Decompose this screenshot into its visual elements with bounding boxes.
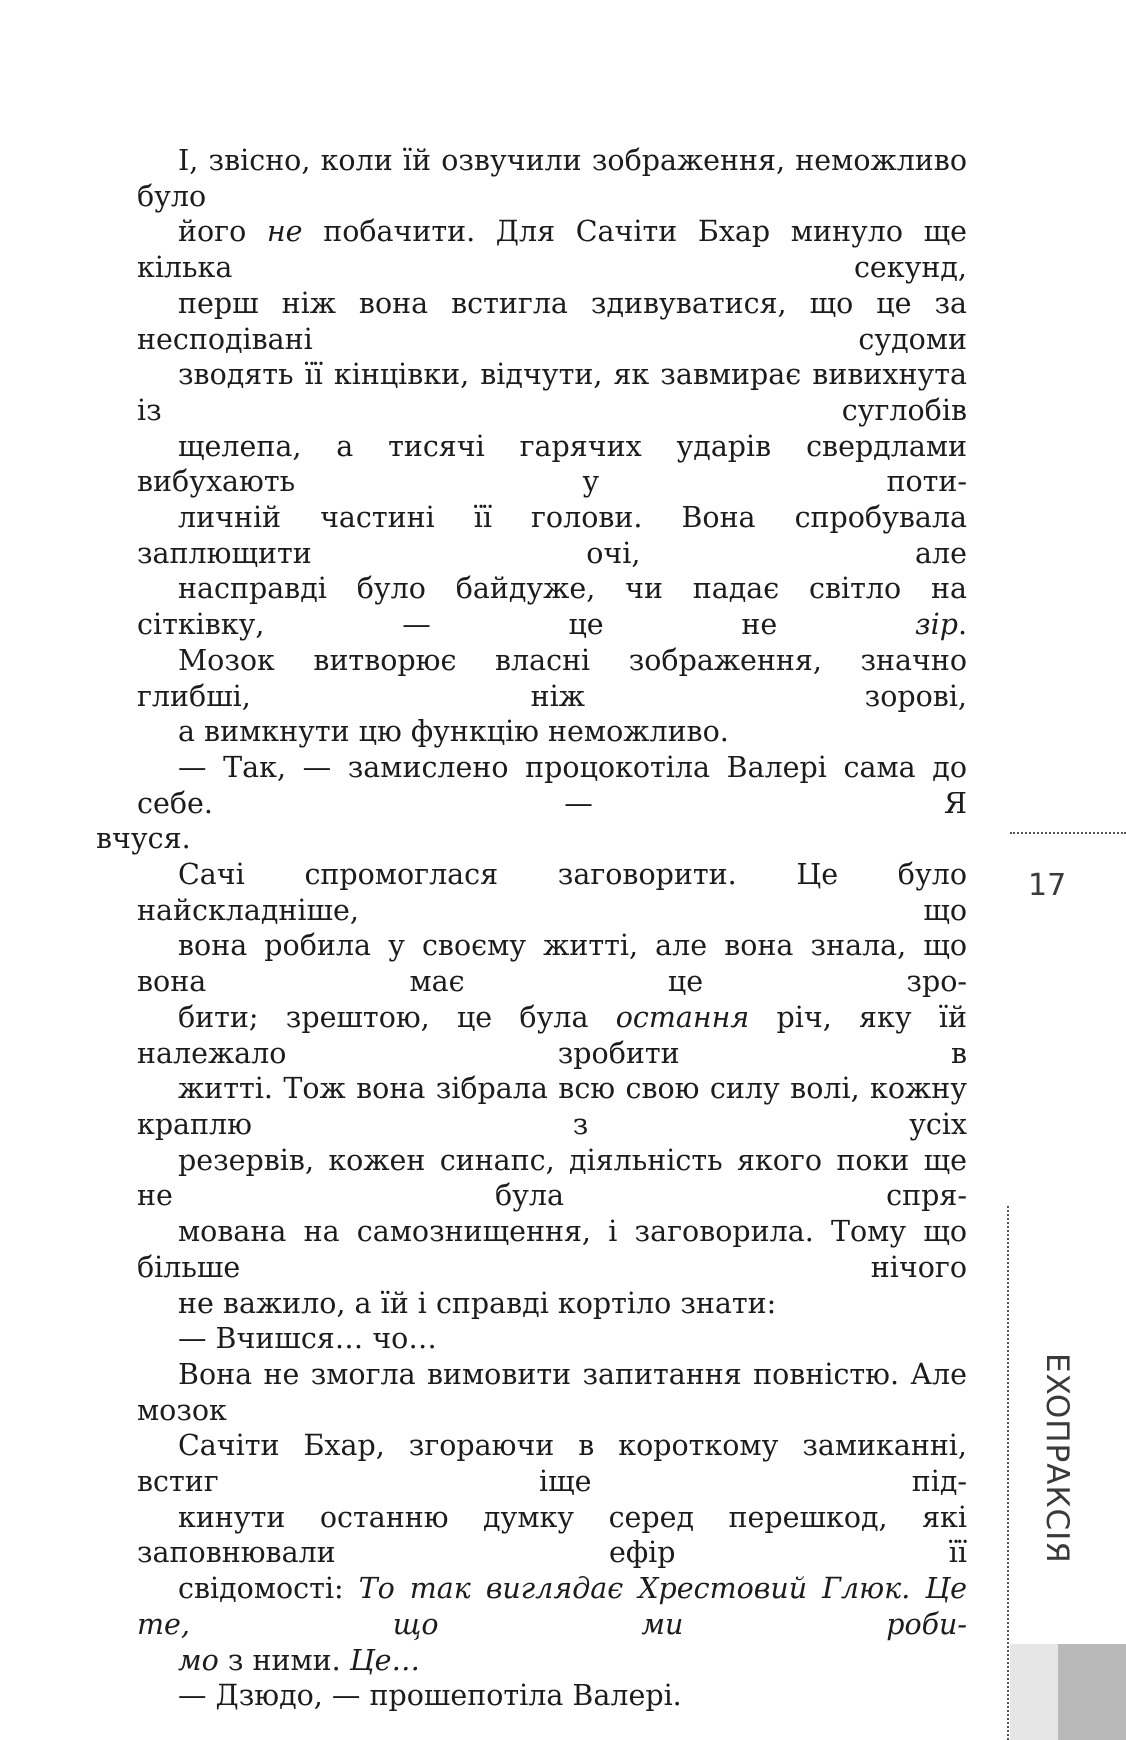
text-line: І, звісно, коли їй озвучили зображення, неможливо було [137,144,967,213]
text-line: Вона не змогла вимовити запитання повністю. Але мозок [137,1357,967,1427]
text-line: насправді було байдуже, чи падає світло на сітківку, — це не зір. [137,572,967,642]
page-number: 17 [1028,868,1067,903]
paragraph [137,857,967,1321]
text-line: Мозок витворює власні зображення, значно глибші, ніж зорові, [137,643,967,713]
text-line: а вимкнути цю функцію неможливо. [178,715,729,749]
margin-dotted-rule-vertical [1007,1206,1009,1740]
text-line: перш ніж вона встигла здивуватися, що це за несподівані судоми [137,286,967,356]
text-line: — Вчишся… чо… [178,1322,437,1356]
text-line: Сачіти Бхар, згораючи в короткому замиканні, встиг іще під- [137,1429,967,1499]
paragraph [137,1357,967,1678]
text-line: щелепа, а тисячі гарячих ударів свердлами вибухають у поти- [137,429,967,499]
text-line: бити; зрештою, це була остання річ, яку їй належало зробити в [137,1000,967,1070]
thumb-tab-dark [1058,1644,1126,1740]
paragraph [137,1321,967,1357]
running-title: EXOПРАКСІЯ [1039,1353,1075,1564]
italic-text: не [266,215,303,249]
text-line: кинути останню думку серед перешкод, які заповнювали ефір її [137,1500,967,1570]
text-line: Сачі спромоглася заговорити. Це було найскладніше, що [137,858,967,927]
text-line: не важило, а їй і справді кортіло знати: [178,1286,777,1320]
italic-text: мо [178,1643,219,1677]
text-line: — Так, — замислено процокотіла Валері сама до себе. — Я [137,750,967,820]
text-line: мована на самознищення, і заговорила. Тому що більше нічого [137,1215,967,1284]
italic-text: остання [615,1000,750,1034]
margin-dotted-rule [1010,832,1126,834]
text-line: личній частині її голови. Вона спробувала заплющити очі, але [137,501,967,570]
italic-text: Це… [349,1643,420,1677]
paragraph [137,1678,967,1714]
text-line: житті. Тож вона зібрала всю свою силу волі, кожну краплю з усіх [137,1072,967,1141]
thumb-tab-light [1010,1644,1058,1740]
italic-text: То так виглядає Хрестовий Глюк. Це те, що ми [137,1572,967,1641]
text-line: зводять її кінцівки, відчути, як завмирає вивихнута із суглобів [137,358,967,427]
text-line: свідомості: То так виглядає Хрестовий Глюк. Це те, що ми роби- [137,1572,967,1641]
italic-text: роби- [886,1607,967,1641]
text-line: вона робила у своєму житті, але вона знала, що вона має це зро- [137,929,967,999]
text-line: вчуся. [96,822,191,856]
text-line: — Дзюдо, — прошепотіла Валері. [178,1679,682,1713]
text-line: резервів, кожен синапс, діяльність якого поки ще не була спря- [137,1143,967,1213]
text-line: його не побачити. Для Сачіти Бхар минуло ще кілька секунд, [137,215,967,285]
paragraph [96,750,967,857]
text-line: мо з ними. Це… [178,1643,420,1677]
italic-text: зір [915,608,958,642]
body-text [96,143,967,1714]
paragraph [137,143,967,750]
